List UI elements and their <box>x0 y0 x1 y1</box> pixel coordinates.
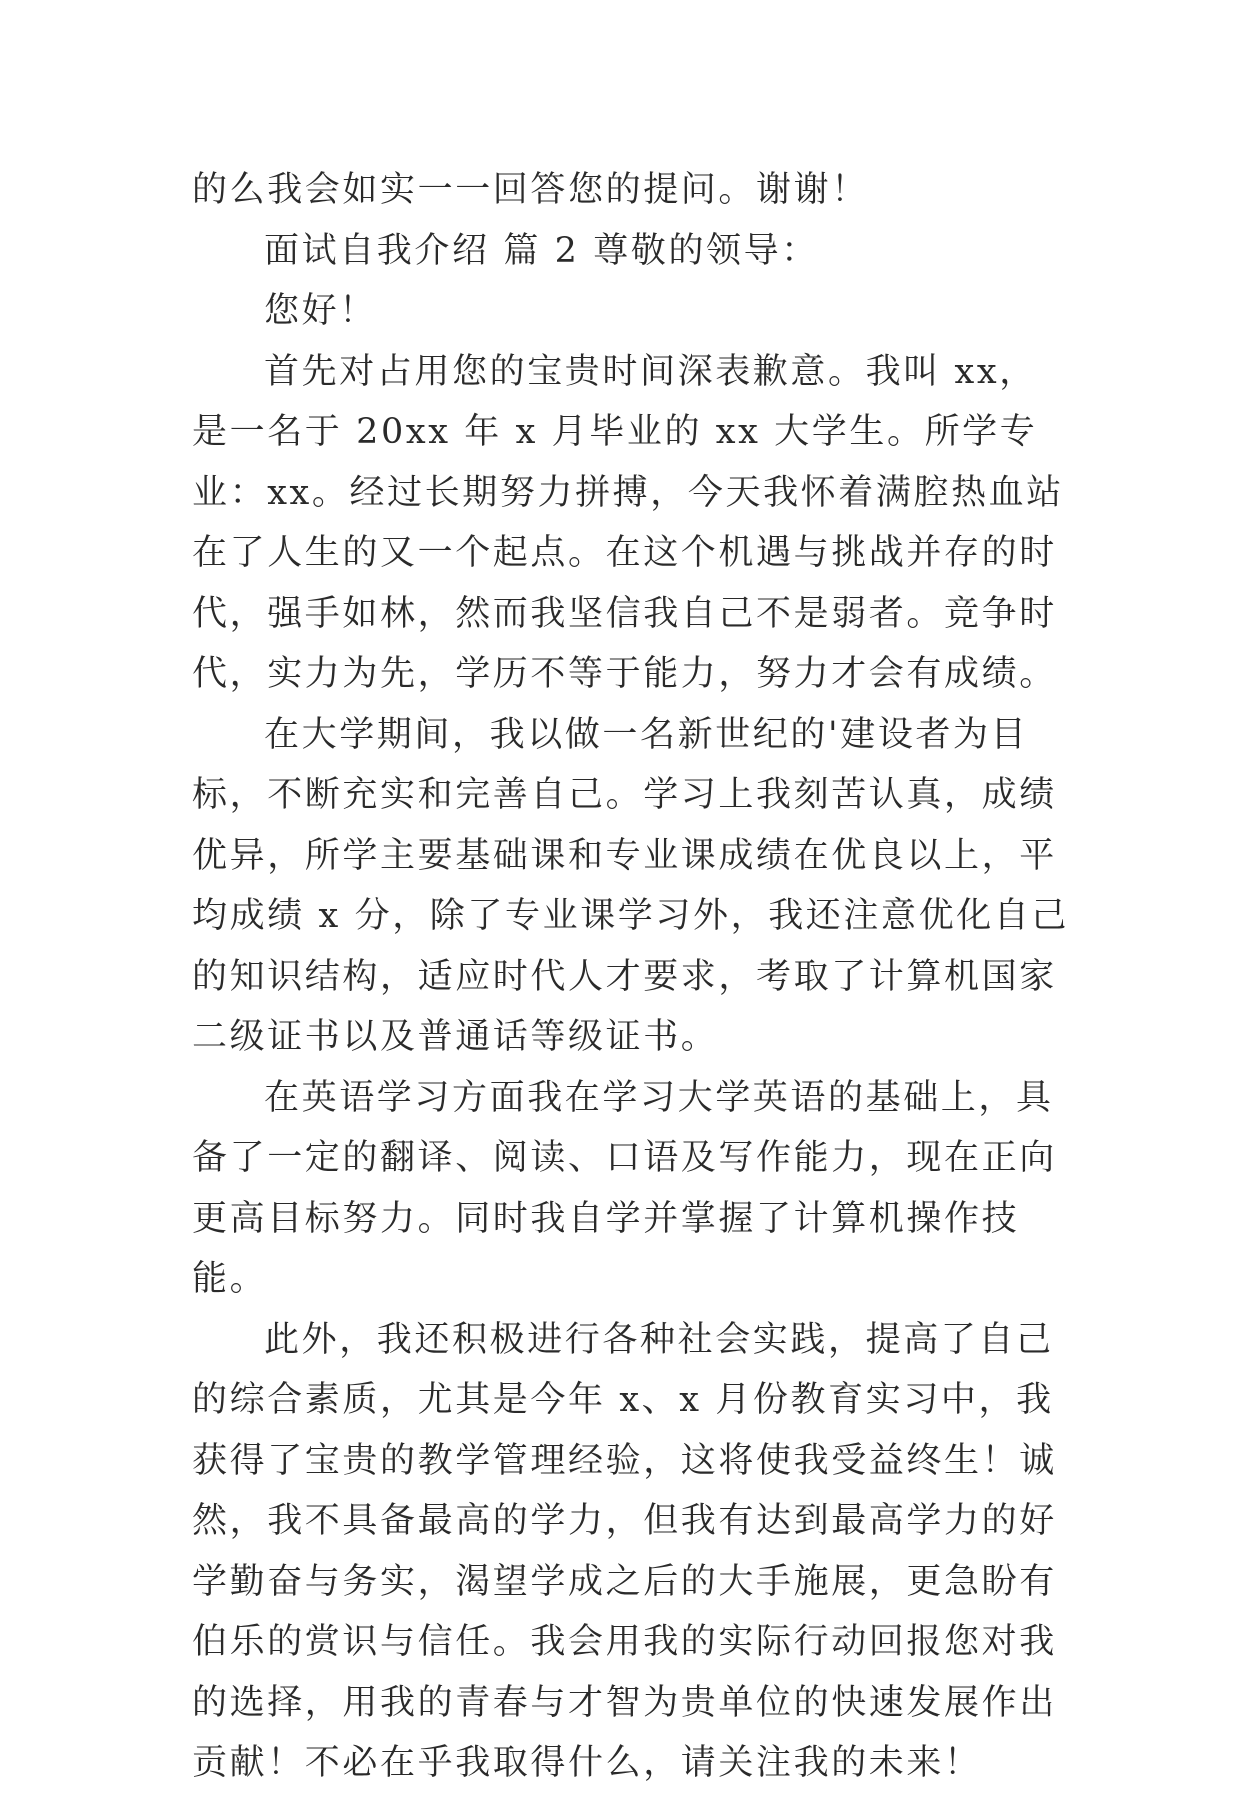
paragraph-hello: 您好！ <box>264 291 377 331</box>
paragraph-closing-thanks: 的么我会如实一一回答您的提问。谢谢！ <box>192 170 869 210</box>
paragraph-introduction: 首先对占用您的宝贵时间深表歉意。我叫 xx，是一名于 20xx 年 x 月毕业的 xx 大学生。所学专业：xx。经过长期努力拼搏，今天我怀着满腔热血站在了人生的又一个起点。在这个机遇与挑战并存的时代，强手如林，然而我坚信我自己不是弱者。竞争时代，实力为先，学历不等于能力，努力才会有成绩。 <box>192 351 1064 694</box>
paragraph-english: 在英语学习方面我在学习大学英语的基础上，具备了一定的翻译、阅读、口语及写作能力，现在正向更高目标努力。同时我自学并掌握了计算机操作技能。 <box>192 1077 1057 1299</box>
document-body <box>192 160 1072 1794</box>
paragraph-university: 在大学期间，我以做一名新世纪的'建设者为目标，不断充实和完善自己。学习上我刻苦认真，成绩优异，所学主要基础课和专业课成绩在优良以上，平均成绩 x 分，除了专业课学习外，我还注意优化自己的知识结构，适应时代人才要求，考取了计算机国家二级证书以及普通话等级证书。 <box>192 714 1069 1057</box>
paragraph-practice: 此外，我还积极进行各种社会实践，提高了自己的综合素质，尤其是今年 x、x 月份教育实习中，我获得了宝贵的教学管理经验，这将使我受益终生！诚然，我不具备最高的学力，但我有达到最高学力的好学勤奋与务实，渴望学成之后的大手施展，更急盼有伯乐的赏识与信任。我会用我的实际行动回报您对我的选择，用我的青春与才智为贵单位的快速发展作出贡献！不必在乎我取得什么，请关注我的未来！ <box>192 1319 1057 1783</box>
paragraph-heading-greeting: 面试自我介绍 篇 2 尊敬的领导： <box>264 230 819 271</box>
